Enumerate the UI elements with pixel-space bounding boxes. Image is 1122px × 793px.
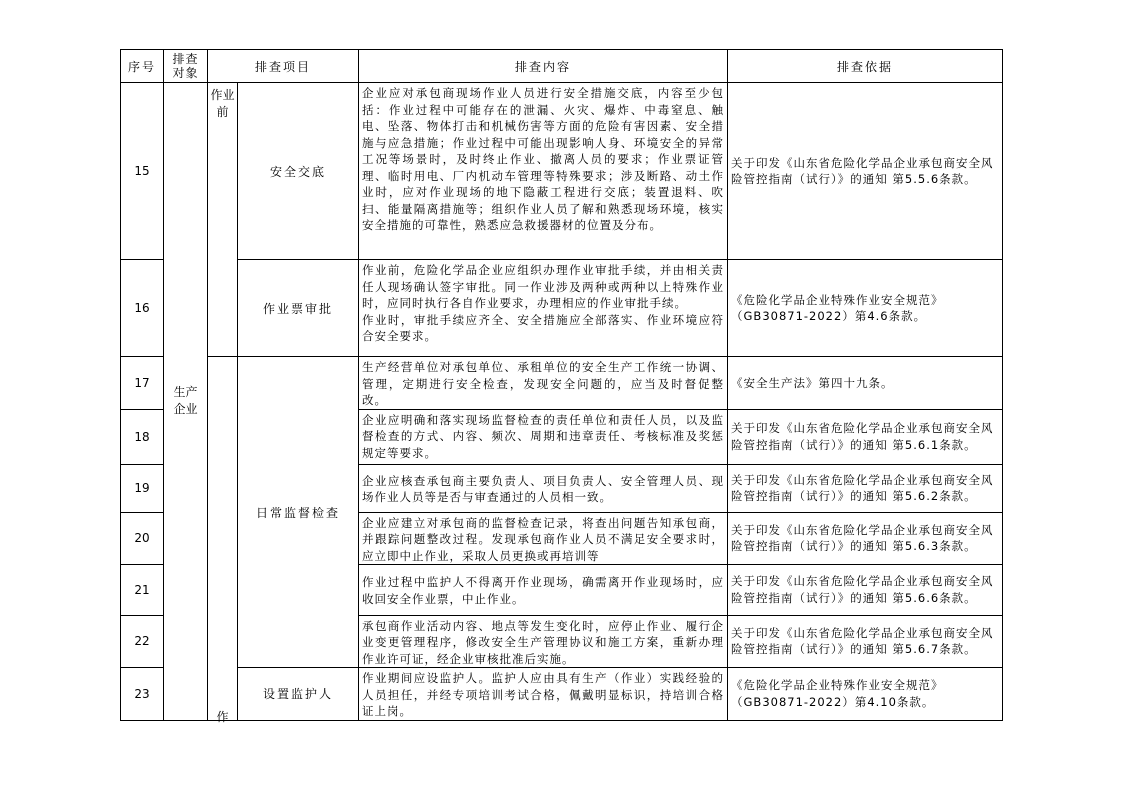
table-row [121,260,1003,357]
header-row [121,50,1003,83]
check-item: 安全交底 [238,83,359,260]
check-basis: 关于印发《山东省危险化学品企业承包商安全风险管控指南（试行）》的通知 第5.5.6条款。 [728,83,1003,260]
check-basis: 《危险化学品企业特殊作业安全规范》（GB30871-2022）第4.6条款。 [728,260,1003,357]
row-number: 20 [121,512,164,564]
check-basis: 关于印发《山东省危险化学品企业承包商安全风险管控指南（试行）》的通知 第5.6.3条款。 [728,512,1003,564]
row-number: 17 [121,357,164,410]
header-basis: 排查依据 [728,50,1003,83]
table-row [121,83,1003,260]
table-row [121,357,1003,410]
check-item: 设置监护人 [238,668,359,721]
header-content: 排查内容 [359,50,728,83]
row-number: 18 [121,409,164,464]
table-row [121,668,1003,721]
row-number: 19 [121,464,164,512]
check-content-text: 企业应建立对承包商的监督检查记录，将查出问题告知承包商，并跟踪问题整改过程。发现承包商作业人员不满足安全要求时，应立即中止作业，采取人员更换或再培训等 [362,515,725,563]
check-basis: 《安全生产法》第四十九条。 [728,357,1003,410]
stage-before-cell: 作业前 [208,83,238,357]
check-content [359,512,728,564]
check-basis: 《危险化学品企业特殊作业安全规范》（GB30871-2022）第4.10条款。 [728,668,1003,721]
row-number: 21 [121,564,164,615]
header-no: 序号 [121,50,164,83]
check-item: 作业票审批 [238,260,359,357]
stage-during-label: 作 [216,709,229,724]
inspection-table-sheet [120,49,1002,724]
header-item: 排查项目 [208,50,359,83]
check-content: 企业应明确和落实现场监督检查的责任单位和责任人员，以及监督检查的方式、内容、频次、周期和违章责任、考核标准及奖惩规定等要求。 [359,409,728,464]
object-cell: 生产 企业 [164,83,208,721]
check-basis: 关于印发《山东省危险化学品企业承包商安全风险管控指南（试行）》的通知 第5.6.2条款。 [728,464,1003,512]
check-content: 作业过程中监护人不得离开作业现场，确需离开作业现场时，应收回安全作业票，中止作业。 [359,564,728,615]
check-basis: 关于印发《山东省危险化学品企业承包商安全风险管控指南（试行）》的通知 第5.6.1条款。 [728,409,1003,464]
stage-during-cell [208,357,238,724]
check-content: 企业应核查承包商主要负责人、项目负责人、安全管理人员、现场作业人员等是否与审查通过的人员相一致。 [359,464,728,512]
check-content: 企业应对承包商现场作业人员进行安全措施交底，内容至少包括：作业过程中可能存在的泄漏、火灾、爆炸、中毒窒息、触电、坠落、物体打击和机械伤害等方面的危险有害因素、安全措施与应急措施；作业过程中可能出现影响人身、环境安全的异常工况等场景时，及时终止作业、撤离人员的要求；作业票证管理、临时用电、厂内机动车管理等特殊要求；涉及断路、动土作业时，应对作业现场的地下隐蔽工程进行交底；装置退料、吹扫、能量隔离措施等；组织作业人员了解和熟悉现场环境，核实安全措施的可靠性，熟悉应急救援器材的位置及分布。 [359,83,728,260]
check-item: 日常监督检查 [238,357,359,668]
check-content: 承包商作业活动内容、地点等发生变化时，应停止作业、履行企业变更管理程序，修改安全生产管理协议和施工方案，重新办理作业许可证，经企业审核批准后实施。 [359,615,728,668]
row-number: 22 [121,615,164,668]
header-object: 排查 对象 [164,50,208,83]
row-number: 23 [121,668,164,721]
check-content: 作业期间应设监护人。监护人应由具有生产（作业）实践经验的人员担任，并经专项培训考试合格，佩戴明显标识，持培训合格证上岗。 [359,668,728,721]
check-basis: 关于印发《山东省危险化学品企业承包商安全风险管控指南（试行）》的通知 第5.6.7条款。 [728,615,1003,668]
check-content: 作业前，危险化学品企业应组织办理作业审批手续，并由相关责任人现场确认签字审批。同一作业涉及两种或两种以上特殊作业时，应同时执行各自作业要求，办理相应的作业审批手续。 作业时，审批手续应齐全、安全措施应全部落实、作业环境应符合安全要求。 [359,260,728,357]
row-number: 15 [121,83,164,260]
check-basis: 关于印发《山东省危险化学品企业承包商安全风险管控指南（试行）》的通知 第5.6.6条款。 [728,564,1003,615]
check-content: 生产经营单位对承包单位、承租单位的安全生产工作统一协调、管理，定期进行安全检查，发现安全问题的，应当及时督促整改。 [359,357,728,410]
inspection-table [120,49,1003,724]
row-number: 16 [121,260,164,357]
